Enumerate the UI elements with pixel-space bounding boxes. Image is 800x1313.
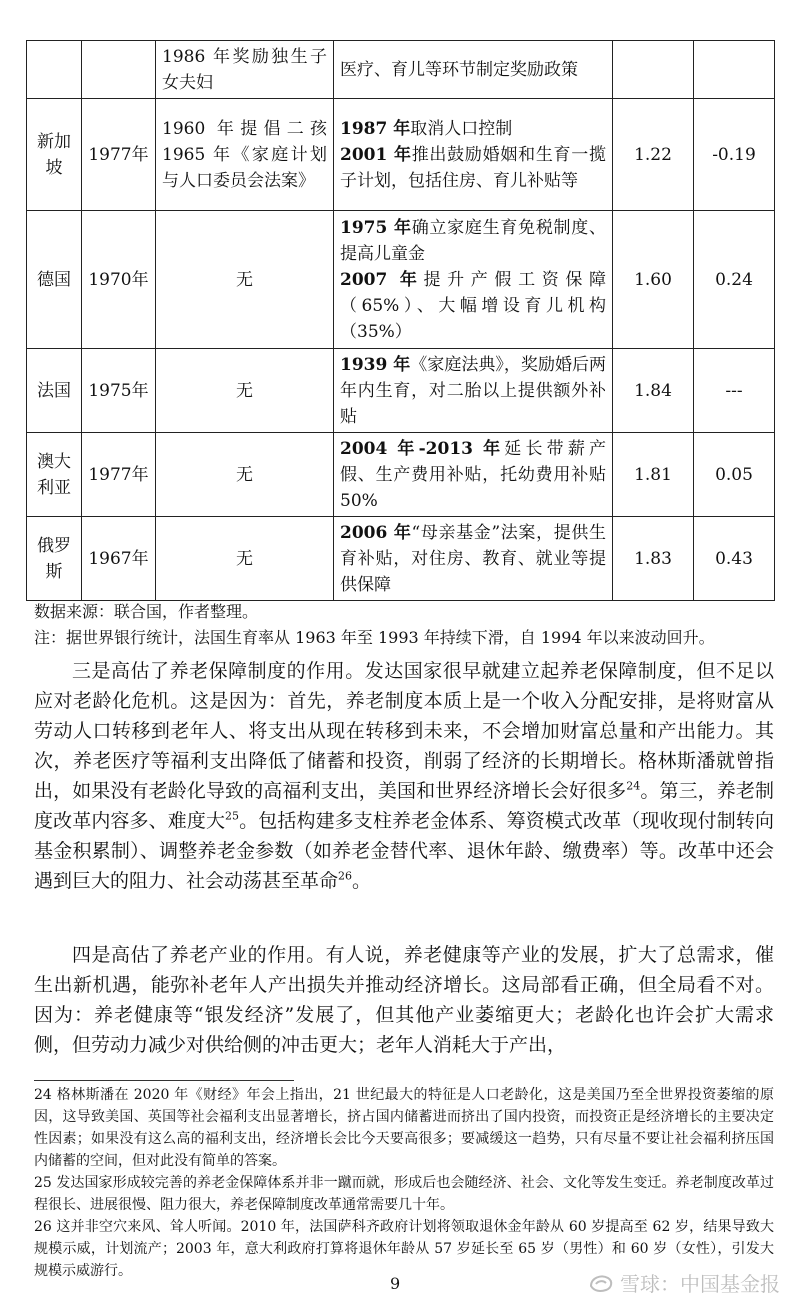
- policy-year: 1975 年: [340, 217, 412, 238]
- table-row: [27, 211, 775, 349]
- country-cell: 法国: [27, 349, 82, 433]
- restriction-cell: 无: [156, 211, 334, 349]
- table-row: [27, 433, 775, 517]
- paragraph-pension-system: 三是高估了养老保障制度的作用。发达国家很早就建立起养老保障制度，但不足以应对老龄化危机。这是因为：首先，养老制度本质上是一个收入分配安排，是将财富从劳动人口转移到老年人、将支出从现在转移到未来，不会增加财富总量和产出能力。其次，养老医疗等福利支出降低了储蓄和投资，削弱了经济的长期增长。格林斯潘就曾指出，如果没有老龄化导致的高福利支出，美国和世界经济增长会好很多$^{24}$。第三，养老制度改革内容多、难度大$^{25}$。包括构建多支柱养老金体系、筹资模式改革（现收现付制转向基金积累制）、调整养老金参数（如养老金替代率、退休年龄、缴费率）等。改革中还会遇到巨大的阻力、社会动荡甚至革命$^{26}$。: [34, 660, 774, 892]
- policy-item: [340, 142, 606, 194]
- fertility-rate-cell: 1.83: [613, 517, 694, 601]
- fertility-change-cell: -0.19: [694, 99, 775, 211]
- year-cell: 1977年: [82, 99, 156, 211]
- policy-description: 确立家庭生育免税制度、提高儿童金: [340, 217, 607, 264]
- restriction-cell: 无: [156, 349, 334, 433]
- policy-description: 提升产假工资保障（65%）、大幅增设育儿机构（35%）: [340, 269, 606, 342]
- policy-cell: [334, 99, 613, 211]
- policy-year: 2006 年: [340, 522, 412, 543]
- paragraph-elderly-industry: 四是高估了养老产业的作用。有人说，养老健康等产业的发展，扩大了总需求，催生出新机遇，能弥补老年人产出损失并推动经济增长。这局部看正确，但全局看不对。因为：养老健康等“银发经济”发展了，但其他产业萎缩更大；老龄化也许会扩大需求侧，但劳动力减少对供给侧的冲击更大；老年人消耗大于产出，: [34, 944, 774, 1056]
- year-cell: 1967年: [82, 517, 156, 601]
- country-cell: 新加坡: [27, 99, 82, 211]
- country-cell: 澳大利亚: [27, 433, 82, 517]
- table-row: [27, 349, 775, 433]
- data-source: 数据来源：联合国，作者整理。: [34, 602, 259, 621]
- policy-item: [340, 215, 606, 267]
- policy-description: “母亲基金”法案，提供生育补贴，对住房、教育、就业等提供保障: [340, 522, 606, 595]
- table-row: [27, 99, 775, 211]
- policy-item: [340, 116, 606, 142]
- policy-description: 延长带薪产假、生产费用补贴，托幼费用补贴 50%: [340, 438, 606, 511]
- fertility-rate-cell: 1.22: [613, 99, 694, 211]
- country-cell: 德国: [27, 211, 82, 349]
- fertility-rate-cell: 1.60: [613, 211, 694, 349]
- fertility-change-cell: 0.05: [694, 433, 775, 517]
- policy-cell: [334, 433, 613, 517]
- footnote-ref-24[interactable]: 24: [626, 779, 641, 793]
- year-cell: [82, 41, 156, 99]
- policy-year: 1987 年: [340, 118, 411, 139]
- policy-item: [340, 267, 606, 345]
- fertility-rate-cell: 1.81: [613, 433, 694, 517]
- footnote-24: 24 格林斯潘在 2020 年《财经》年会上指出，21 世纪最大的特征是人口老龄化，这是美国乃至全世界投资萎缩的原因，这导致美国、英国等社会福利支出显著增长，挤占国内储蓄进而挤出了国内投资，而投资正是经济增长的主要决定性因素；如果没有这么高的福利支出，经济增长会比今天要高很多；要减缓这一趋势，只有尽量不要让社会福利挤压国内储蓄的空间，但对此没有简单的答案。: [34, 1087, 774, 1169]
- policy-description: 推出鼓励婚姻和生育一揽子计划，包括住房、育儿补贴等: [340, 144, 607, 191]
- fertility-rate-cell: [613, 41, 694, 99]
- watermark-text: 雪球：中国基金报: [620, 1272, 780, 1296]
- policy-year: 2007 年: [340, 269, 424, 290]
- table-note: 注：据世界银行统计，法国生育率从 1963 年至 1993 年持续下滑，自 1994 年以来波动回升。: [34, 628, 715, 647]
- policy-cell: [334, 349, 613, 433]
- restriction-cell: 1986 年奖励独生子女夫妇: [156, 41, 334, 99]
- year-cell: 1975年: [82, 349, 156, 433]
- policy-year: 1939 年: [340, 354, 411, 375]
- restriction-cell: 1960 年提倡二孩 1965 年《家庭计划与人口委员会法案》: [156, 99, 334, 211]
- fertility-change-cell: ---: [694, 349, 775, 433]
- fertility-policy-table: [26, 40, 775, 601]
- footnote-26: 26 这并非空穴来风、耸人听闻。2010 年，法国萨科齐政府计划将领取退休金年龄从 60 岁提高至 62 岁，结果导致大规模示威，计划流产；2003 年，意大利政府打算将退休年龄从 57 岁延长至 65 岁（男性）和 60 岁（女性），引发大规模示威游行。: [34, 1219, 774, 1279]
- policy-item: [340, 520, 606, 598]
- policy-cell: [334, 517, 613, 601]
- country-cell: [27, 41, 82, 99]
- footnotes: [34, 1084, 774, 1282]
- watermark: [588, 1268, 780, 1297]
- restriction-cell: 无: [156, 433, 334, 517]
- fertility-rate-cell: 1.84: [613, 349, 694, 433]
- policy-description: 《家庭法典》，奖励婚后两年内生育，对二胎以上提供额外补贴: [340, 354, 607, 427]
- country-cell: 俄罗斯: [27, 517, 82, 601]
- fertility-change-cell: 0.24: [694, 211, 775, 349]
- footnote-25: 25 发达国家形成较完善的养老金保障体系并非一蹴而就，形成后也会随经济、社会、文化等发生变迁。养老制度改革过程很长、进展很慢、阻力很大，养老保障制度改革通常需要几十年。: [34, 1175, 774, 1213]
- fertility-change-cell: [694, 41, 775, 99]
- policy-description: 取消人口控制: [410, 118, 513, 139]
- policy-year: 2001 年: [340, 144, 412, 165]
- policy-year: 2004 年-2013 年: [340, 438, 505, 459]
- footnote-ref-26[interactable]: 26: [338, 869, 353, 883]
- policy-item: [340, 352, 606, 430]
- policy-item: [340, 57, 606, 83]
- snowball-logo-icon: [588, 1272, 614, 1294]
- policy-description: 医疗、育儿等环节制定奖励政策: [340, 59, 578, 80]
- restriction-cell: 无: [156, 517, 334, 601]
- page-number: 9: [390, 1274, 401, 1293]
- fertility-change-cell: 0.43: [694, 517, 775, 601]
- footnote-divider: [34, 1080, 294, 1081]
- year-cell: 1970年: [82, 211, 156, 349]
- footnote-ref-25[interactable]: 25: [225, 809, 240, 823]
- table-row: [27, 517, 775, 601]
- table-row: [27, 41, 775, 99]
- policy-cell: [334, 211, 613, 349]
- policy-cell: [334, 41, 613, 99]
- year-cell: 1977年: [82, 433, 156, 517]
- policy-item: [340, 436, 606, 514]
